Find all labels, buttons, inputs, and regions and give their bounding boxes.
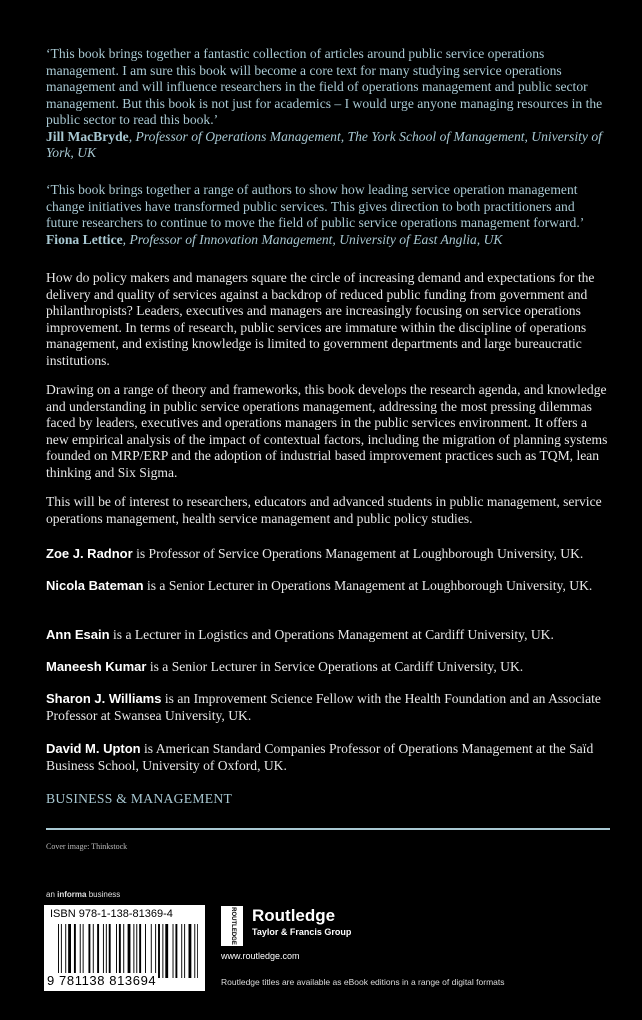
isbn-barcode <box>44 905 205 991</box>
quote-affiliation: , Professor of Innovation Management, University of East Anglia, UK <box>122 231 503 247</box>
publisher-name: Routledge <box>252 906 336 925</box>
publisher-group: Taylor & Francis Group <box>252 927 352 937</box>
subject-category: BUSINESS & MANAGEMENT <box>46 791 233 806</box>
author-name: Maneesh Kumar <box>46 659 147 674</box>
quote-text: ‘This book brings together a fantastic collection of articles around public service operations management. I am sure this book will become a core text for many studying service operations management and will influence researchers in the field of operations management and public sector management. But this book is not just for academics – I would urge anyone managing resources in the public sector to read this book.’ <box>46 46 603 127</box>
author-bio-3 <box>46 627 608 644</box>
informa-business-tag <box>46 890 120 899</box>
isbn-number: ISBN 978-1-138-81369-4 <box>50 908 173 920</box>
barcode-bars <box>58 924 198 978</box>
quote-author: Fiona Lettice <box>46 231 123 247</box>
author-description: is Professor of Service Operations Management at Loughborough University, UK. <box>132 546 584 561</box>
informa-prefix: an <box>46 890 58 899</box>
author-description: is a Lecturer in Logistics and Operations Management at Cardiff University, UK. <box>109 627 554 642</box>
description-paragraph-1: How do policy makers and managers square the circle of increasing demand and expectations for the delivery and quality of services against a backdrop of reduced public funding from government and philanthropists? Leaders, executives and managers are increasingly focusing on service operations improvement. In terms of research, public services are immature within the discipline of operations management, and existing knowledge is limited to government departments and large bureaucratic institutions. <box>46 270 595 368</box>
author-bio-2 <box>46 578 608 595</box>
author-bio-5 <box>46 691 608 724</box>
quote-author: Jill MacBryde <box>46 128 129 144</box>
description-paragraph-3: This will be of interest to researchers, educators and advanced students in public management, service operations management, health service management and public policy studies. <box>46 494 602 526</box>
divider <box>46 828 610 830</box>
quote-text: ‘This book brings together a range of authors to show how leading service operation management change initiatives have transformed public services. This gives direction to both practitioners and future researchers to continue to move the field of public service operations management forward.’ <box>46 182 585 230</box>
ebook-note: Routledge titles are available as eBook editions in a range of digital formats <box>221 977 505 987</box>
author-description: is American Standard Companies Professor of Operations Management at the Saïd Business School, University of Oxford, UK. <box>46 741 594 773</box>
cover-credit: Cover image: Thinkstock <box>46 842 128 851</box>
endorsement-quote-2 <box>46 182 608 248</box>
author-name: Zoe J. Radnor <box>46 546 133 561</box>
author-name: Sharon J. Williams <box>46 691 162 706</box>
barcode-digits: 9 781138 813694 <box>47 973 157 988</box>
informa-brand: informa <box>57 890 87 899</box>
informa-suffix: business <box>86 890 121 899</box>
quote-affiliation: , Professor of Operations Management, The York School of Management, University of York, UK <box>46 128 602 160</box>
author-name: Ann Esain <box>46 627 110 642</box>
author-bio-6 <box>46 741 608 774</box>
author-description: is a Senior Lecturer in Service Operations at Cardiff University, UK. <box>146 659 524 674</box>
author-description: is an Improvement Science Fellow with the Health Foundation and an Associate Professor at Swansea University, UK. <box>46 691 601 723</box>
author-name: David M. Upton <box>46 741 141 756</box>
author-description: is a Senior Lecturer in Operations Management at Loughborough University, UK. <box>143 578 593 593</box>
endorsement-quote-1 <box>46 46 608 162</box>
svg-text:ROUTLEDGE: ROUTLEDGE <box>230 907 236 945</box>
author-name: Nicola Bateman <box>46 578 144 593</box>
description-paragraph-2: Drawing on a range of theory and frameworks, this book develops the research agenda, and knowledge and understanding in public service operations management, addressing the most pressing dilemmas faced by leaders, executives and operations managers in the public services environment. It offers a new empirical analysis of the impact of contextual factors, including the migration of planning systems founded on MRP/ERP and the adoption of industrial based improvement practices such as TQM, lean thinking and Six Sigma. <box>46 382 608 480</box>
publisher-url[interactable]: www.routledge.com <box>221 951 300 961</box>
routledge-logo-icon <box>221 906 243 946</box>
author-bio-4 <box>46 659 608 676</box>
author-bio-1 <box>46 546 608 563</box>
